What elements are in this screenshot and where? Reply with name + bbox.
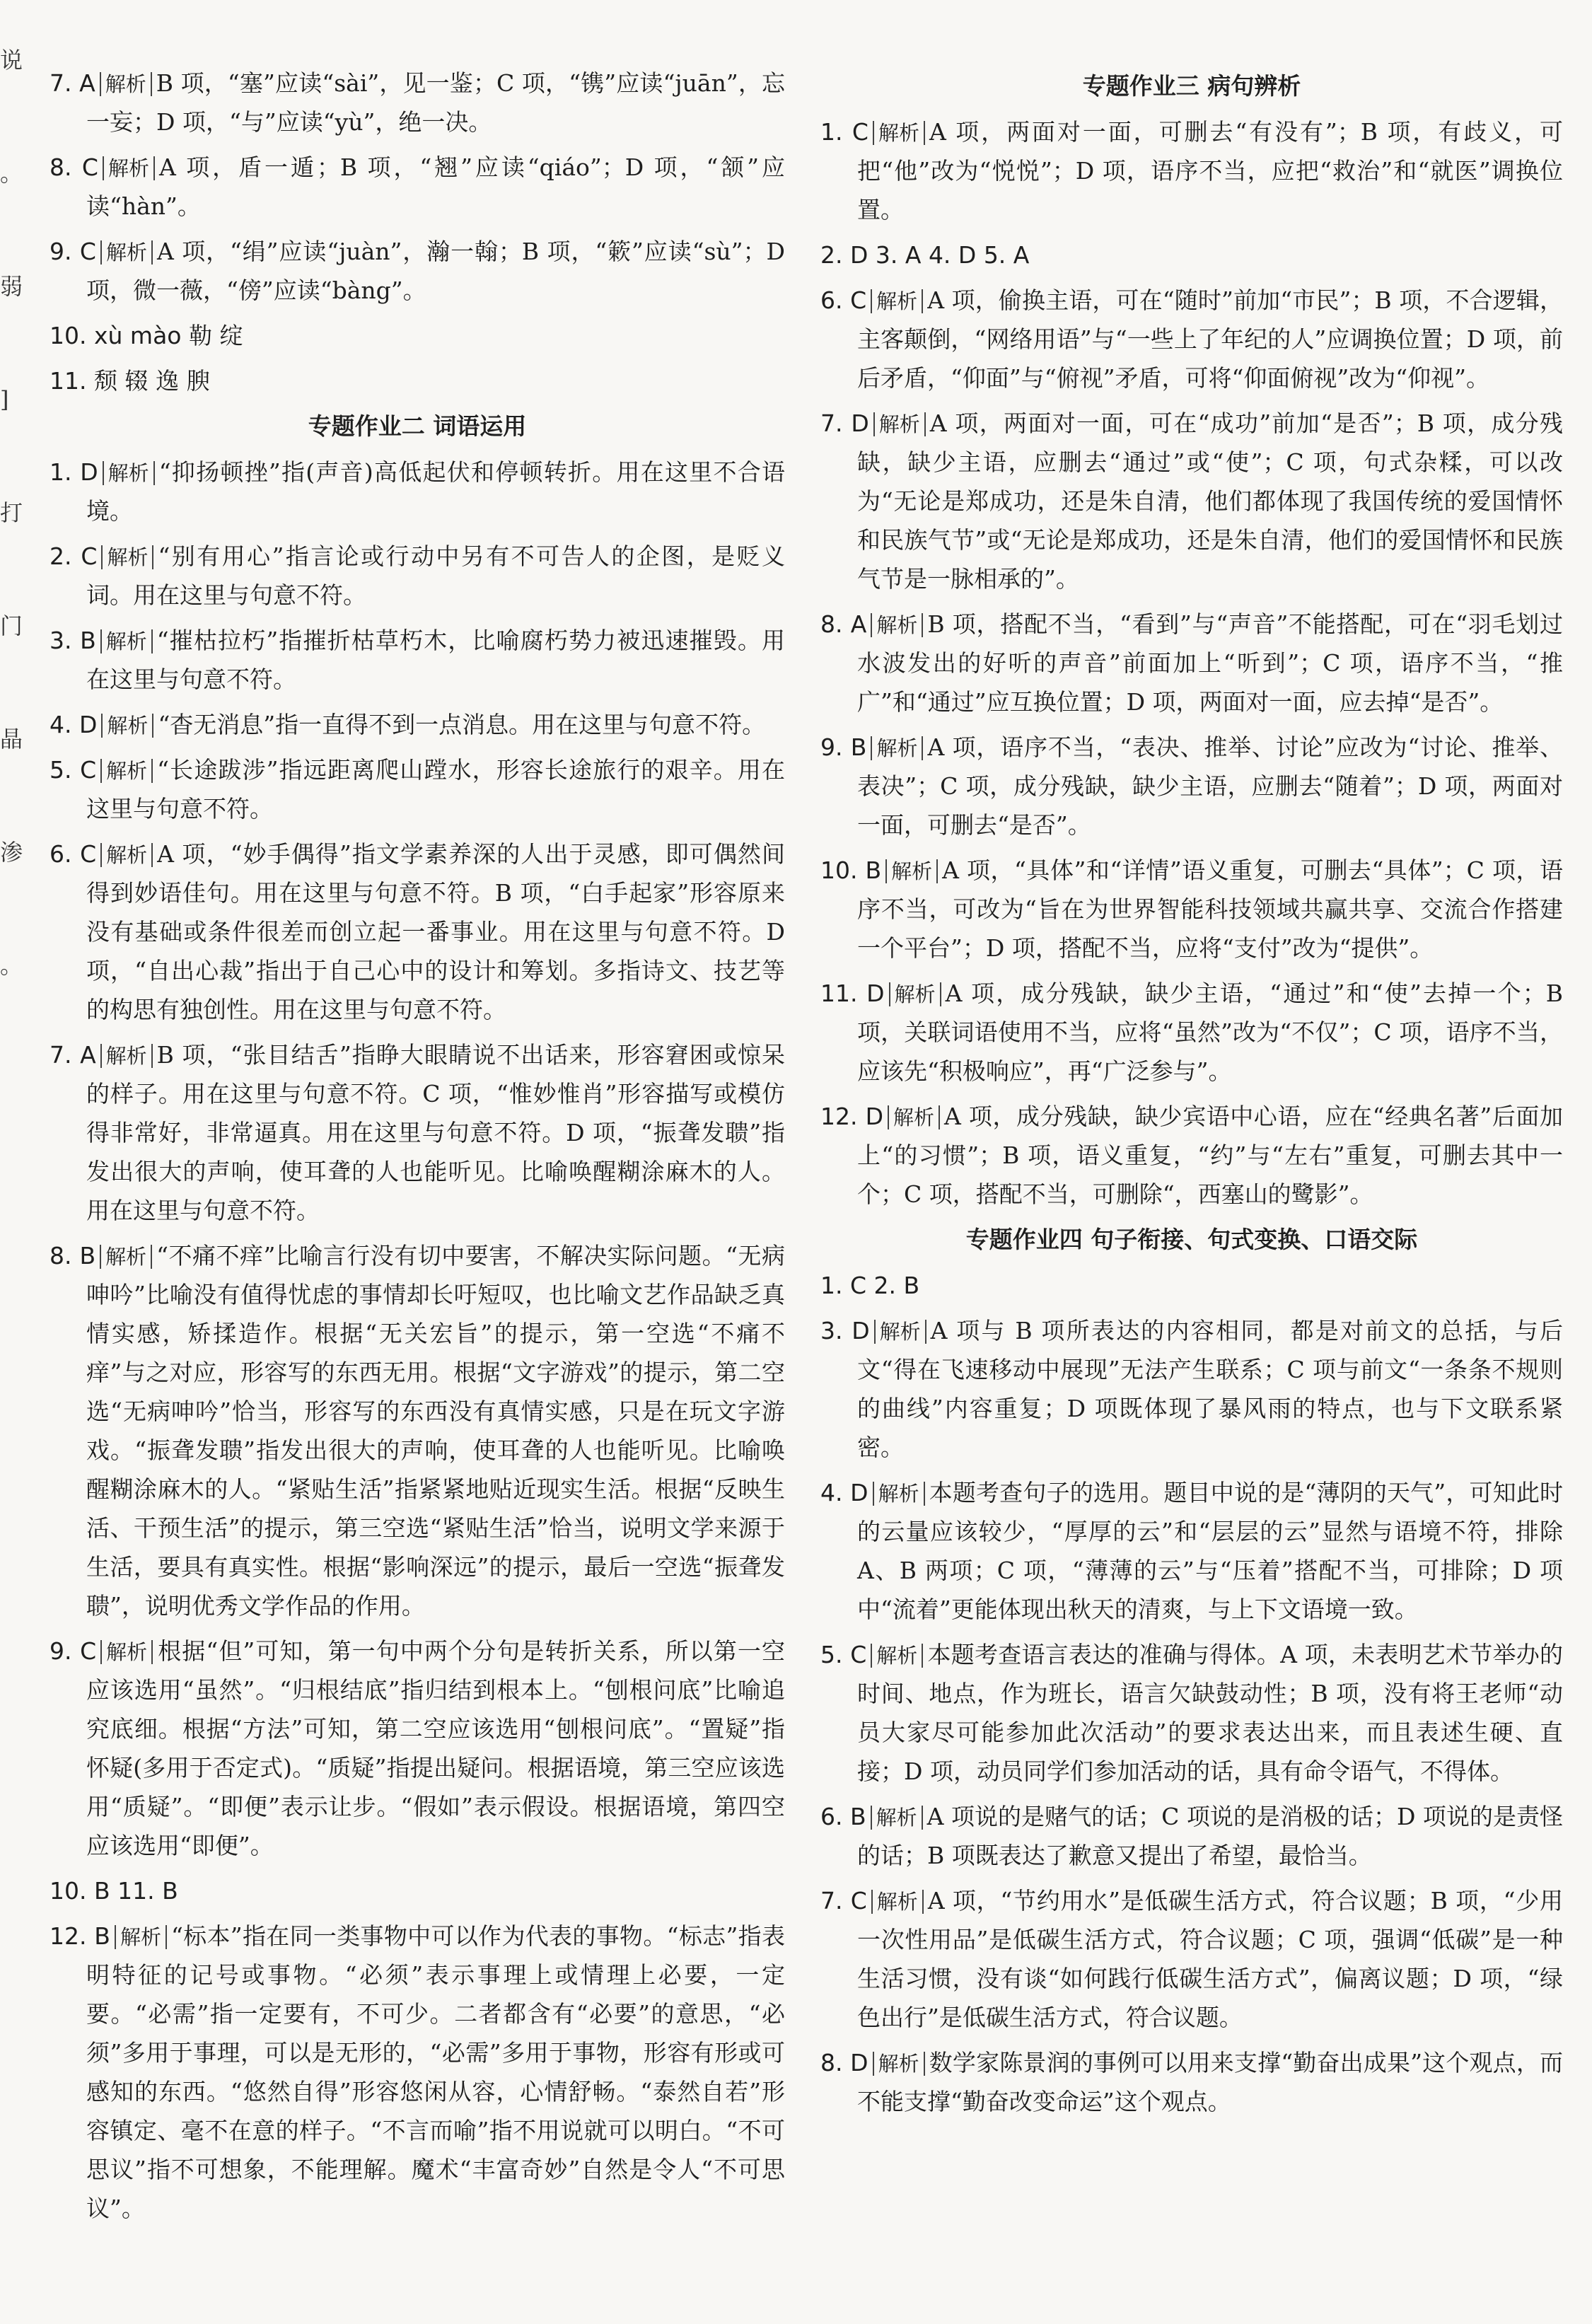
analysis-text: A 项，成分残缺，缺少主语，“通过”和“使”去掉一个；B 项，关联词语使用不当，应将“虽然”改为“不仅”；C 项，语序不当，应该先“积极响应”，再“广泛参与”。 (857, 980, 1563, 1085)
answer-choice: A (850, 610, 867, 638)
answer-choice: C (79, 238, 96, 265)
analysis-tag: 解析 (100, 843, 153, 867)
answer-item (820, 1881, 1563, 2037)
analysis-tag: 解析 (889, 982, 941, 1006)
analysis-text: A 项，“绢”应读“juàn”，瀚一翰；B 项，“簌”应读“sù”；D 项，微一薇，“傍”应读“bàng”。 (86, 238, 785, 304)
item-number: 9. (820, 733, 843, 761)
answer-choice: C (850, 286, 867, 314)
analysis-text: “长途跋涉”指远距离爬山蹚水，形容长途旅行的艰辛。用在这里与句意不符。 (86, 756, 785, 823)
edge-fragment: 门 (0, 612, 23, 639)
left-edge-fragments (0, 42, 21, 1061)
answer-choice: xù mào 勒 绽 (93, 322, 243, 349)
analysis-text: “抑扬顿挫”指(声音)高低起伏和停顿转折。用在这里不合语境。 (86, 458, 785, 525)
edge-fragment: 。 (0, 160, 23, 187)
right-column (820, 64, 1563, 2127)
item-number: 4. (50, 711, 72, 738)
analysis-text: 本题考查语言表达的准确与得体。A 项，未表明艺术节举办的时间、地点，作为班长，语言欠缺鼓动性；B 项，没有将王老师“动员大家尽可能参加此次活动”的要求表达出来，而且表述生硬、直接；D 项，动员同学们参加活动的话，具有命令语气，不得体。 (857, 1641, 1563, 1785)
item-number: 8. (50, 153, 72, 181)
item-number: 10. (50, 322, 87, 349)
answer-choice: 颓 辍 逸 腴 (93, 367, 210, 395)
edge-fragment: ] (0, 386, 9, 413)
answer-choice: D (850, 1479, 868, 1506)
analysis-text: “标本”指在同一类事物中可以作为代表的事物。“标志”指表明特征的记号或事物。“必须”表示事理上或情理上必要，一定要。“必需”指一定要有，不可少。二者都含有“必要”的意思，“必须”多用于事理，可以是无形的，“必需”多用于事物，形容有形或可感知的东西。“悠然自得”形容悠闲从容，心情舒畅。“泰然自若”形容镇定、毫不在意的样子。“不言而喻”指不用说就可以明白。“不可思议”指不可想象，不能理解。魔术“丰富奇妙”自然是令人“不可思议”。 (86, 1922, 785, 2222)
answer-choice: B (94, 1922, 110, 1950)
answer-choice: C (852, 118, 868, 146)
analysis-text: “杳无消息”指一直得不到一点消息。用在这里与句意不符。 (158, 711, 766, 738)
item-number: 11. (50, 367, 87, 395)
answer-choice: B (865, 856, 882, 884)
analysis-tag: 解析 (873, 2052, 925, 2076)
analysis-tag: 解析 (873, 412, 926, 436)
answer-choice: D (866, 980, 885, 1007)
analysis-tag: 解析 (103, 461, 155, 485)
analysis-tag: 解析 (873, 121, 925, 145)
answer-item (820, 236, 1563, 274)
answer-item (50, 1917, 785, 2228)
analysis-text: B 项，“张目结舌”指睁大眼睛说不出话来，形容窘困或惊呆的样子。用在这里与句意不符。C 项，“惟妙惟肖”形容描写或模仿得非常好，非常逼真。用在这里与句意不符。D 项，“振聋发聩”指发出很大的声响，使耳聋的人也能听见。比喻唤醒糊涂麻木的人。用在这里与句意不符。 (86, 1041, 785, 1224)
edge-fragment: 打 (0, 499, 23, 526)
answer-item (50, 537, 785, 615)
left-column (50, 64, 785, 2234)
item-number: 8. (50, 1242, 72, 1270)
item-number: 8. (820, 2049, 843, 2076)
answer-item (50, 1035, 785, 1230)
answer-choice: D (851, 409, 869, 437)
answer-item (50, 1236, 785, 1625)
item-number: 10. (820, 856, 858, 884)
item-number: 9. (50, 238, 72, 265)
analysis-tag: 解析 (100, 1640, 153, 1664)
answer-item (50, 453, 785, 530)
analysis-tag: 解析 (871, 736, 923, 760)
answer-item (820, 1266, 1563, 1305)
item-number: 4. (820, 1479, 843, 1506)
answer-choice: B 11. B (93, 1877, 178, 1905)
analysis-tag: 解析 (871, 289, 923, 313)
analysis-tag: 解析 (885, 859, 938, 883)
item-number: 6. (50, 840, 72, 868)
answer-item (820, 1635, 1563, 1791)
analysis-text: A 项，偷换主语，可在“随时”前加“市民”；B 项，不合逻辑，主客颠倒，“网络用语”与“一些上了年纪的人”应调换位置；D 项，前后矛盾，“仰面”与“俯视”矛盾，可将“仰面俯视”改为“仰视”。 (857, 286, 1563, 392)
item-number: 11. (820, 980, 858, 1007)
answer-item (50, 621, 785, 699)
answer-item (820, 605, 1563, 721)
item-number: 2. (820, 241, 843, 269)
edge-fragment: 渗 (0, 839, 23, 866)
answer-item (820, 1097, 1563, 1214)
item-number: 12. (820, 1103, 858, 1130)
analysis-tag: 解析 (101, 545, 153, 569)
answer-choice: C 2. B (850, 1272, 920, 1299)
answer-choice: A (79, 69, 95, 97)
answer-item (820, 1797, 1563, 1875)
item-number: 2. (50, 542, 72, 570)
analysis-text: A 项，“具体”和“详情”语义重复，可删去“具体”；C 项，语序不当，可改为“旨在为世界智能科技领域共赢共享、交流合作搭建一个平台”；D 项，搭配不当，应将“支付”改为“提供”。 (857, 856, 1563, 962)
analysis-text: A 项说的是赌气的话；C 项说的是消极的话；D 项说的是责怪的话；B 项既表达了歉意又提出了希望，最恰当。 (857, 1803, 1563, 1869)
edge-fragment: 说 (0, 47, 23, 74)
section-title: 专题作业三 病句辨析 (1082, 72, 1301, 100)
analysis-tag: 解析 (871, 1890, 924, 1914)
answer-choice: C (81, 153, 98, 181)
item-number: 8. (820, 610, 843, 638)
analysis-tag: 解析 (103, 156, 155, 180)
analysis-text: B 项，搭配不当，“看到”与“声音”不能搭配，可在“羽毛划过水波发出的好听的声音”前面加上“听到”；C 项，语序不当，“推广”和“通过”应互换位置；D 项，两面对一面，应去掉“是否”。 (857, 610, 1563, 716)
analysis-tag: 解析 (115, 1925, 167, 1949)
analysis-tag: 解析 (100, 759, 153, 783)
analysis-tag: 解析 (874, 1320, 926, 1344)
analysis-text: A 项，两面对一面，可删去“有没有”；B 项，有歧义，可把“他”改为“悦悦”；D 项，语序不当，应把“救治”和“就医”调换位置。 (857, 118, 1563, 223)
answer-item (50, 232, 785, 310)
analysis-text: A 项，两面对一面，可在“成功”前加“是否”；B 项，成分残缺，缺少主语，应删去“通过”或“使”；C 项，句式杂糅，可以改为“无论是郑成功，还是朱自清，他们都体现了我国传统的爱国情怀和民族气节”或“无论是郑成功，还是朱自清，他们的爱国情怀和民族气节是一脉相承的”。 (857, 409, 1564, 593)
answer-choice: C (80, 840, 97, 868)
edge-fragment: 晶 (0, 726, 23, 753)
answer-item (50, 835, 785, 1029)
answer-choice: C (850, 1641, 867, 1668)
answer-item (50, 148, 785, 226)
answer-choice: B (850, 1803, 866, 1830)
analysis-tag: 解析 (100, 629, 153, 653)
answer-choice: C (80, 756, 97, 784)
item-number: 9. (50, 1637, 72, 1665)
answer-choice: D (850, 2049, 868, 2076)
answer-item (820, 112, 1563, 229)
item-number: 5. (820, 1641, 843, 1668)
analysis-text: “摧枯拉朽”指摧折枯草朽木，比喻腐朽势力被迅速摧毁。用在这里与句意不符。 (86, 627, 785, 693)
analysis-tag: 解析 (873, 1482, 925, 1506)
edge-fragment: 弱 (0, 273, 23, 300)
answer-item (820, 1473, 1563, 1629)
answer-choice: B (79, 1242, 96, 1270)
answer-choice: B (80, 627, 96, 654)
analysis-text: “不痛不痒”比喻言行没有切中要害，不解决实际问题。“无病呻吟”比喻没有值得忧虑的事情却长吁短叹，也比喻文艺作品缺乏真情实感，矫揉造作。根据“无关宏旨”的提示，第一空选“不痛不痒”与之对应，形容写的东西无用。根据“文字游戏”的提示，第二空选“无病呻吟”恰当，形容写的东西没有真情实感，只是在玩文字游戏。“振聋发聩”指发出很大的声响，使耳聋的人也能听见。比喻唤醒糊涂麻木的人。“紧贴生活”指紧紧地贴近现实生活。根据“反映生活、干预生活”的提示，第三空选“紧贴生活”恰当，说明文学来源于生活，要具有真实性。根据“影响深远”的提示，最后一空选“振聋发聩”，说明优秀文学作品的作用。 (86, 1242, 785, 1620)
analysis-tag: 解析 (871, 1806, 923, 1830)
analysis-tag: 解析 (871, 1644, 923, 1668)
analysis-text: 根据“但”可知，第一句中两个分句是转折关系，所以第一空应该选用“虽然”。“归根结底”指归结到根本上。“刨根问底”比喻追究底细。根据“方法”可知，第二空应该选用“刨根问底”。“置疑”指怀疑(多用于否定式)。“质疑”指提出疑问。根据语境，第三空应该选用“质疑”。“即便”表示让步。“假如”表示假设。根据语境，第四空应该选用“即便”。 (86, 1637, 785, 1859)
analysis-text: A 项，“节约用水”是低碳生活方式，符合议题；B 项，“少用一次性用品”是低碳生活方式，符合议题；C 项，强调“低碳”是一种生活习惯，没有谈“如何践行低碳生活方式”，偏离议题；D 项，“绿色出行”是低碳生活方式，符合议题。 (857, 1887, 1563, 2031)
item-number: 6. (820, 1803, 843, 1830)
analysis-text: “别有用心”指言论或行动中另有不可告人的企图，是贬义词。用在这里与句意不符。 (86, 542, 785, 609)
answer-item (820, 1311, 1563, 1467)
answer-item (50, 1632, 785, 1865)
analysis-tag: 解析 (100, 1245, 152, 1269)
item-number: 12. (50, 1922, 87, 1950)
item-number: 7. (50, 69, 72, 97)
answer-item (50, 1871, 785, 1910)
answer-choice: C (81, 542, 98, 570)
item-number: 1. (820, 1272, 843, 1299)
analysis-text: A 项，“妙手偶得”指文学素养深的人出于灵感，即可偶然间得到妙语佳句。用在这里与句意不符。B 项，“白手起家”形容原来没有基础或条件很差而创立起一番事业。用在这里与句意不符。D 项，“自出心裁”指出于自己心中的设计和筹划。多指诗文、技艺等的构思有独创性。用在这里与句意不符。 (86, 840, 785, 1023)
item-number: 1. (50, 458, 72, 486)
section-title: 专题作业四 句子衔接、句式变换、口语交际 (965, 1226, 1418, 1253)
answer-choice: D (852, 1317, 870, 1344)
analysis-text: A 项与 B 项所表达的内容相同，都是对前文的总括，与后文“得在飞速移动中展现”无法产生联系；C 项与前文“一条条不规则的曲线”内容重复；D 项既体现了暴风雨的特点，也与下文联系紧密。 (857, 1317, 1563, 1461)
analysis-text: A 项，盾一遁；B 项，“翘”应读“qiáo”；D 项，“颔”应读“hàn”。 (86, 153, 785, 220)
item-number: 1. (820, 118, 843, 146)
answer-item (50, 705, 785, 744)
item-number: 10. (50, 1877, 87, 1905)
analysis-tag: 解析 (101, 714, 153, 738)
answer-choice: C (850, 1887, 867, 1915)
answer-item (820, 974, 1563, 1091)
answer-choice: C (80, 1637, 97, 1665)
answer-item (820, 851, 1563, 968)
answer-item (820, 2043, 1563, 2121)
item-number: 7. (820, 1887, 843, 1915)
item-number: 7. (50, 1041, 72, 1069)
analysis-tag: 解析 (100, 1044, 153, 1068)
item-number: 3. (50, 627, 72, 654)
answer-choice: B (850, 733, 867, 761)
answer-item (50, 361, 785, 400)
analysis-tag: 解析 (888, 1105, 940, 1129)
answer-item (820, 404, 1563, 598)
analysis-text: 本题考查句子的选用。题目中说的是“薄阴的天气”，可知此时的云量应该较少，“厚厚的云”和“层层的云”显然与语境不符，排除 A、B 两项；C 项，“薄薄的云”与“压着”搭配不当，可排除；D 项中“流着”更能体现出秋天的清爽，与上下文语境一致。 (857, 1479, 1563, 1623)
item-number: 3. (820, 1317, 843, 1344)
answer-item (820, 281, 1563, 397)
analysis-text: B 项，“塞”应读“sài”，见一鉴；C 项，“镌”应读“juān”，忘一妄；D 项，“与”应读“yù”，绝一决。 (86, 69, 785, 136)
analysis-tag: 解析 (100, 240, 153, 265)
answer-choice: D (865, 1103, 883, 1130)
analysis-tag: 解析 (871, 613, 923, 637)
item-number: 5. (50, 756, 72, 784)
answer-choice: D (80, 458, 98, 486)
answer-item (50, 316, 785, 355)
edge-fragment: 。 (0, 952, 23, 979)
section-title: 专题作业二 词语运用 (308, 412, 527, 440)
answer-choice: D 3. A 4. D 5. A (850, 241, 1030, 269)
answer-choice: D (79, 711, 98, 738)
answer-item (50, 64, 785, 141)
answer-item (820, 728, 1563, 844)
answer-choice: A (80, 1041, 96, 1069)
item-number: 7. (820, 409, 843, 437)
analysis-text: A 项，语序不当，“表决、推举、讨论”应改为“讨论、推举、表决”；C 项，成分残缺，缺少主语，应删去“随着”；D 项，两面对一面，可删去“是否”。 (857, 733, 1563, 839)
analysis-text: 数学家陈景润的事例可以用来支撑“勤奋出成果”这个观点，而不能支撑“勤奋改变命运”这个观点。 (857, 2049, 1563, 2115)
item-number: 6. (820, 286, 843, 314)
answer-item (50, 750, 785, 828)
analysis-tag: 解析 (100, 72, 152, 96)
analysis-text: A 项，成分残缺，缺少宾语中心语，应在“经典名著”后面加上“的习惯”；B 项，语义重复，“约”与“左右”重复，可删去其中一个；C 项，搭配不当，可删除“，西塞山的鹭影”。 (857, 1103, 1564, 1208)
